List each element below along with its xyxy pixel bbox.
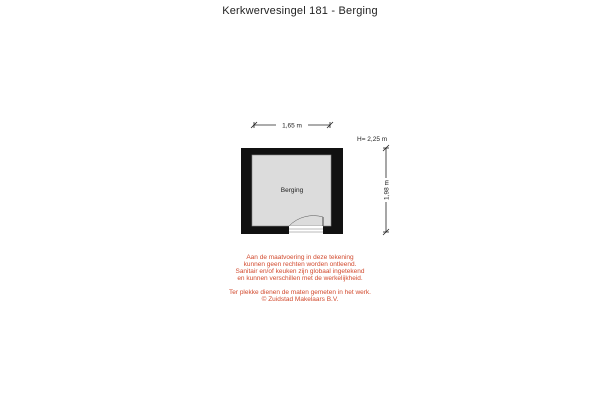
disclaimer-line: en kunnen verschillen met de werkelijkheid. bbox=[237, 275, 363, 282]
disclaimer-line: Sanitair en/of keuken zijn globaal ingetekend bbox=[235, 268, 365, 275]
disclaimer-line: Ter plekke dienen de maten gemeten in het werk. bbox=[228, 289, 371, 296]
width-dimension-label: 1,65 m bbox=[282, 122, 302, 130]
disclaimer-line: Aan de maatvoering in deze tekening bbox=[246, 254, 354, 261]
page-title: Kerkwervesingel 181 - Berging bbox=[222, 5, 378, 17]
room-label: Berging bbox=[280, 187, 304, 194]
height-dimension-label: 1,98 m bbox=[383, 180, 391, 200]
disclaimer bbox=[180, 254, 420, 303]
disclaimer-line: kunnen geen rechten worden ontleend. bbox=[243, 261, 357, 268]
copyright-line: © Zuidstad Makelaars B.V. bbox=[261, 296, 339, 303]
ceiling-height-label: H= 2,25 m bbox=[357, 136, 388, 143]
